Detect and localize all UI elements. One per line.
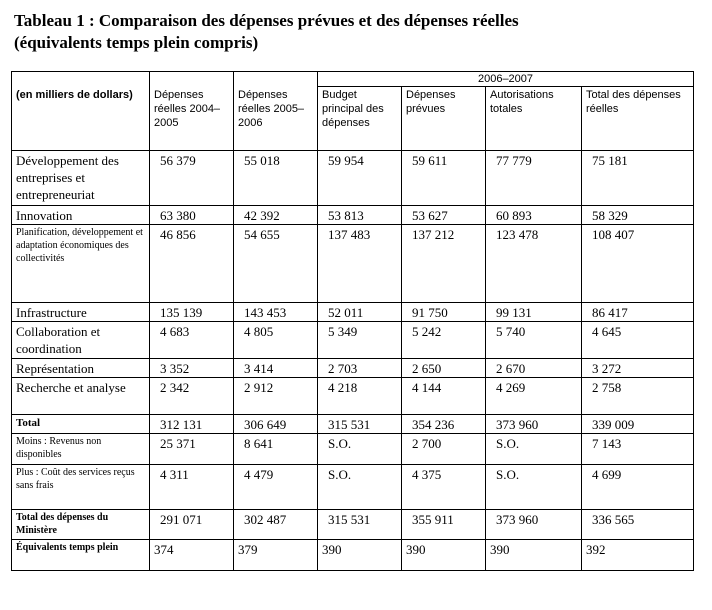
cell-value: 2 670 <box>486 359 582 378</box>
cell-value: 52 011 <box>318 303 402 322</box>
cell-value: 302 487 <box>234 510 318 540</box>
cell-value: 137 483 <box>318 225 402 303</box>
table-row <box>12 151 694 206</box>
header-row-1 <box>12 72 694 87</box>
header-col-planned-spending: Dépenses prévues <box>402 87 486 151</box>
row-label: Équivalents temps plein <box>12 540 150 571</box>
row-label: Total <box>12 415 150 434</box>
table-row <box>12 465 694 510</box>
cell-value: 355 911 <box>402 510 486 540</box>
cell-value: S.O. <box>318 465 402 510</box>
table-title-line-2: (équivalents temps plein compris) <box>14 33 259 52</box>
header-unit: (en milliers de dollars) <box>12 72 150 151</box>
table-row <box>12 434 694 465</box>
row-label: Planification, développement et adaptation économiques des collectivités <box>12 225 150 303</box>
header-col-main-estimates: Budget principal des dépenses <box>318 87 402 151</box>
row-label: Développement des entreprises et entrepreneuriat <box>12 151 150 206</box>
cell-value: 5 740 <box>486 322 582 359</box>
cell-value: 7 143 <box>582 434 694 465</box>
cell-value: 2 703 <box>318 359 402 378</box>
cell-value: 336 565 <box>582 510 694 540</box>
row-label: Infrastructure <box>12 303 150 322</box>
row-label: Représentation <box>12 359 150 378</box>
table-row <box>12 378 694 415</box>
cell-value: 8 641 <box>234 434 318 465</box>
cell-value: S.O. <box>486 465 582 510</box>
cell-value: 4 479 <box>234 465 318 510</box>
cell-value: 312 131 <box>150 415 234 434</box>
cell-value: 354 236 <box>402 415 486 434</box>
cell-value: 56 379 <box>150 151 234 206</box>
cell-value: 374 <box>150 540 234 571</box>
row-label: Plus : Coût des services reçus sans frais <box>12 465 150 510</box>
cell-value: 77 779 <box>486 151 582 206</box>
cell-value: 4 269 <box>486 378 582 415</box>
cell-value: 392 <box>582 540 694 571</box>
expenditure-comparison-table <box>11 71 694 571</box>
table-title-line-1: Tableau 1 : Comparaison des dépenses prévues et des dépenses réelles <box>14 11 519 30</box>
cell-value: 59 611 <box>402 151 486 206</box>
header-period: 2006–2007 <box>318 72 694 87</box>
cell-value: 3 272 <box>582 359 694 378</box>
cell-value: 137 212 <box>402 225 486 303</box>
cell-value: 373 960 <box>486 415 582 434</box>
cell-value: 59 954 <box>318 151 402 206</box>
cell-value: 53 627 <box>402 206 486 225</box>
header-col-2004-2005: Dépenses réelles 2004–2005 <box>150 72 234 151</box>
table-row <box>12 359 694 378</box>
cell-value: 373 960 <box>486 510 582 540</box>
table-row-fte <box>12 540 694 571</box>
cell-value: 5 349 <box>318 322 402 359</box>
cell-value: 2 650 <box>402 359 486 378</box>
cell-value: 3 352 <box>150 359 234 378</box>
cell-value: 58 329 <box>582 206 694 225</box>
row-label: Innovation <box>12 206 150 225</box>
cell-value: 60 893 <box>486 206 582 225</box>
cell-value: 291 071 <box>150 510 234 540</box>
cell-value: 123 478 <box>486 225 582 303</box>
cell-value: 379 <box>234 540 318 571</box>
table-row <box>12 322 694 359</box>
cell-value: 315 531 <box>318 510 402 540</box>
table-row <box>12 225 694 303</box>
header-col-total-authorities: Autorisations totales <box>486 87 582 151</box>
cell-value: 4 805 <box>234 322 318 359</box>
row-label: Recherche et analyse <box>12 378 150 415</box>
table-title <box>14 10 704 54</box>
cell-value: 2 912 <box>234 378 318 415</box>
cell-value: 3 414 <box>234 359 318 378</box>
cell-value: 4 645 <box>582 322 694 359</box>
row-label: Total des dépenses du Ministère <box>12 510 150 540</box>
cell-value: 99 131 <box>486 303 582 322</box>
cell-value: 108 407 <box>582 225 694 303</box>
cell-value: 2 342 <box>150 378 234 415</box>
cell-value: 306 649 <box>234 415 318 434</box>
header-col-actual-spending: Total des dépenses réelles <box>582 87 694 151</box>
row-label: Moins : Revenus non disponibles <box>12 434 150 465</box>
cell-value: 42 392 <box>234 206 318 225</box>
cell-value: 25 371 <box>150 434 234 465</box>
cell-value: 135 139 <box>150 303 234 322</box>
cell-value: 4 311 <box>150 465 234 510</box>
cell-value: 54 655 <box>234 225 318 303</box>
header-col-2005-2006: Dépenses réelles 2005–2006 <box>234 72 318 151</box>
table-row <box>12 303 694 322</box>
table-row-total <box>12 415 694 434</box>
cell-value: 46 856 <box>150 225 234 303</box>
cell-value: 2 700 <box>402 434 486 465</box>
cell-value: 339 009 <box>582 415 694 434</box>
cell-value: 53 813 <box>318 206 402 225</box>
cell-value: 91 750 <box>402 303 486 322</box>
cell-value: 390 <box>402 540 486 571</box>
cell-value: 63 380 <box>150 206 234 225</box>
cell-value: 75 181 <box>582 151 694 206</box>
cell-value: 390 <box>318 540 402 571</box>
cell-value: 55 018 <box>234 151 318 206</box>
cell-value: S.O. <box>318 434 402 465</box>
cell-value: 2 758 <box>582 378 694 415</box>
cell-value: 4 218 <box>318 378 402 415</box>
cell-value: 4 683 <box>150 322 234 359</box>
table-row-ministry-total <box>12 510 694 540</box>
cell-value: 143 453 <box>234 303 318 322</box>
row-label: Collaboration et coordination <box>12 322 150 359</box>
cell-value: 390 <box>486 540 582 571</box>
cell-value: 86 417 <box>582 303 694 322</box>
cell-value: 5 242 <box>402 322 486 359</box>
table-row <box>12 206 694 225</box>
cell-value: 4 144 <box>402 378 486 415</box>
cell-value: 4 699 <box>582 465 694 510</box>
cell-value: 315 531 <box>318 415 402 434</box>
cell-value: 4 375 <box>402 465 486 510</box>
cell-value: S.O. <box>486 434 582 465</box>
